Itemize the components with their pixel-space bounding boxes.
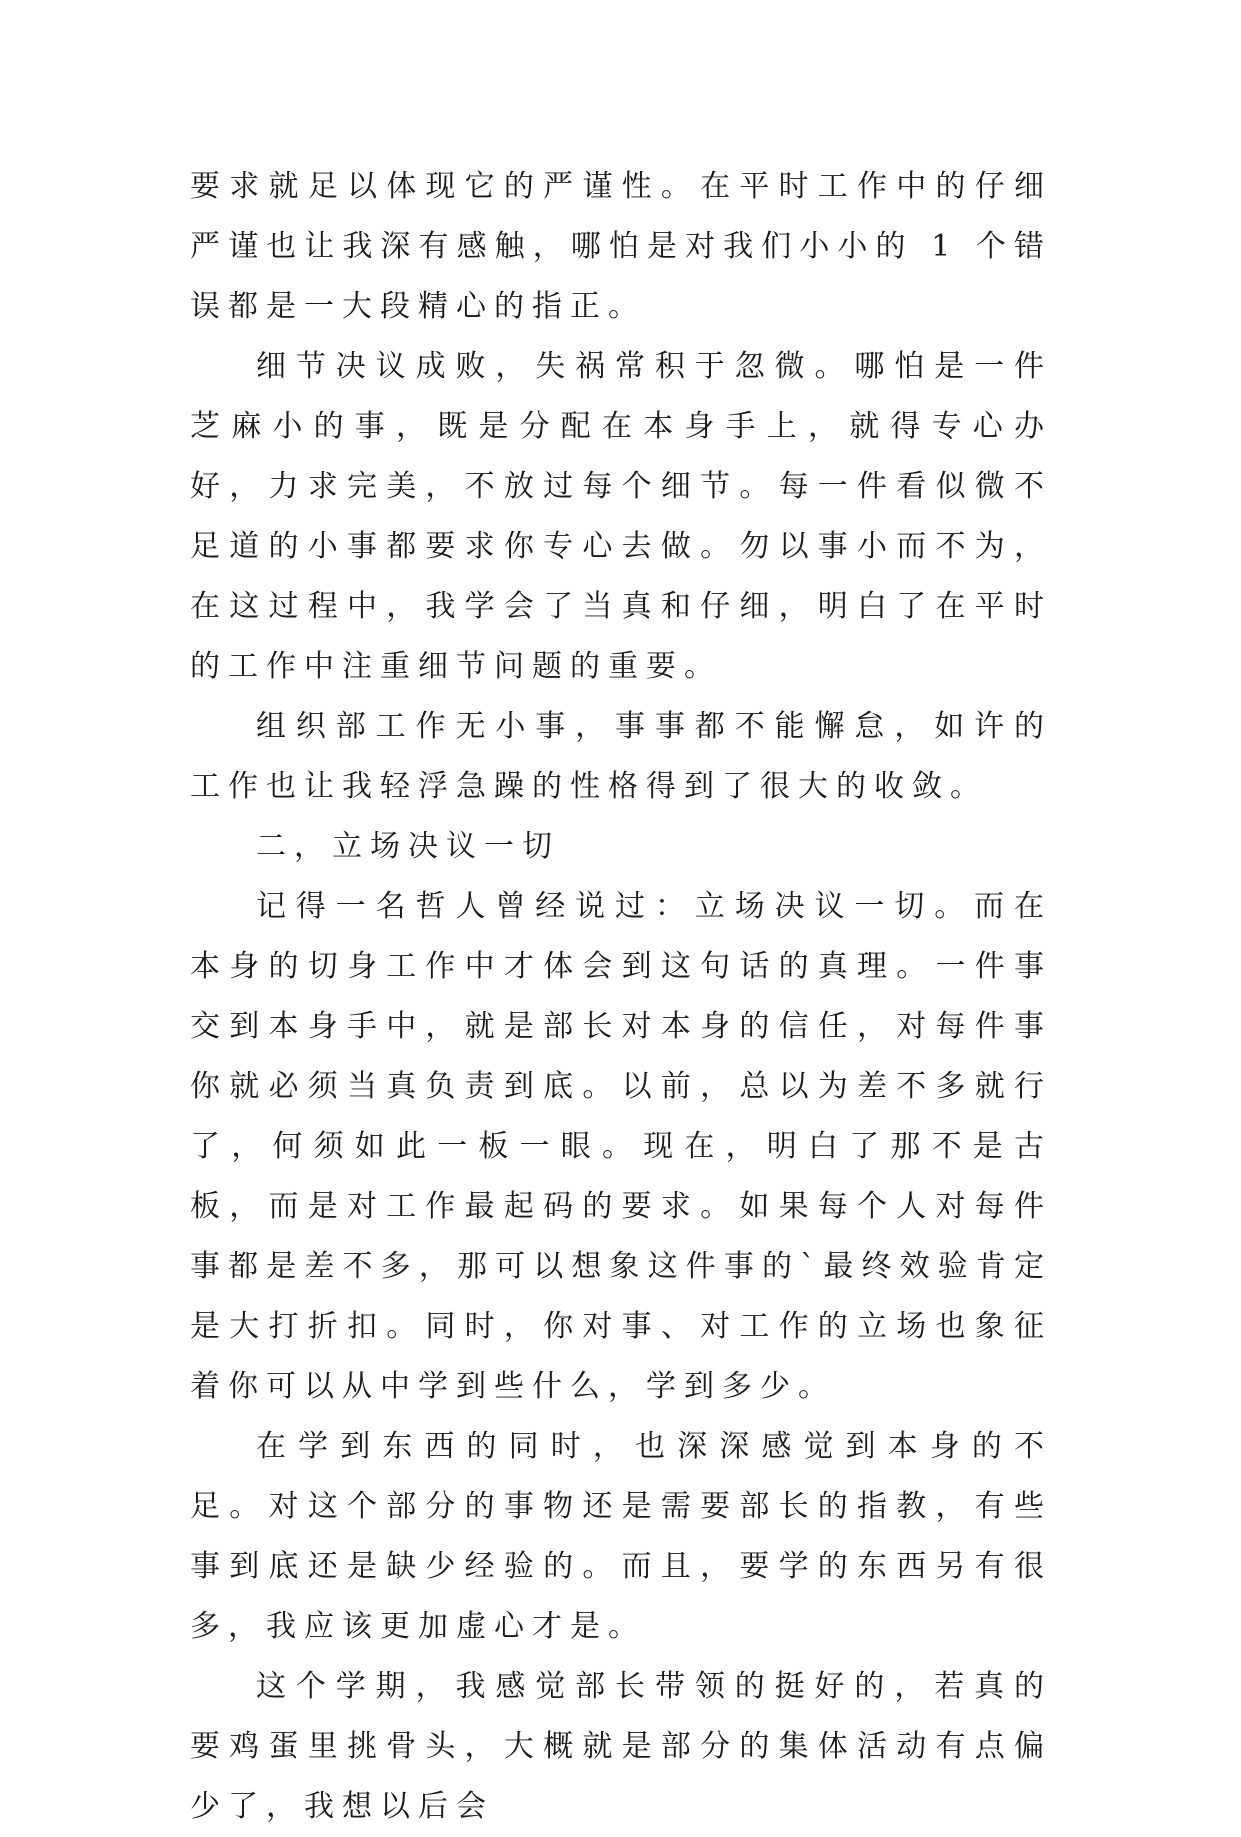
section-heading: 二，立场决议一切 (256, 829, 560, 864)
paragraph-5: 在学到东西的同时，也深深感觉到本身的不足。对这个部分的事物还是需要部长的指教，有些事到底还是缺少经验的。而且，要学的东西另有很多，我应该更加虚心才是。 (190, 1429, 1052, 1644)
paragraph-3: 组织部工作无小事，事事都不能懈怠，如许的工作也让我轻浮急躁的性格得到了很大的收敛。 (190, 709, 1052, 804)
paragraph-6: 这个学期，我感觉部长带领的挺好的，若真的要鸡蛋里挑骨头，大概就是部分的集体活动有点偏少了，我想以后会 (190, 1669, 1052, 1824)
paragraph-2: 细节决议成败，失祸常积于忽微。哪怕是一件芝麻小的事，既是分配在本身手上，就得专心办好，力求完美，不放过每个细节。每一件看似微不足道的小事都要求你专心去做。勿以事小而不为，在这过程中，我学会了当真和仔细，明白了在平时的工作中注重细节问题的重要。 (190, 349, 1052, 684)
paragraph-1: 要求就足以体现它的严谨性。在平时工作中的仔细严谨也让我深有感触，哪怕是对我们小小的 1 个错误都是一大段精心的指正。 (190, 169, 1052, 324)
paragraph-4: 记得一名哲人曾经说过：立场决议一切。而在本身的切身工作中才体会到这句话的真理。一件事交到本身手中，就是部长对本身的信任，对每件事你就必须当真负责到底。以前，总以为差不多就行了，何须如此一板一眼。现在，明白了那不是古板，而是对工作最起码的要求。如果每个人对每件事都是差不多，那可以想象这件事的`最终效验肯定是大打折扣。同时，你对事、对工作的立场也象征着你可以从中学到些什么，学到多少。 (190, 889, 1052, 1404)
document-body (190, 157, 1052, 1837)
